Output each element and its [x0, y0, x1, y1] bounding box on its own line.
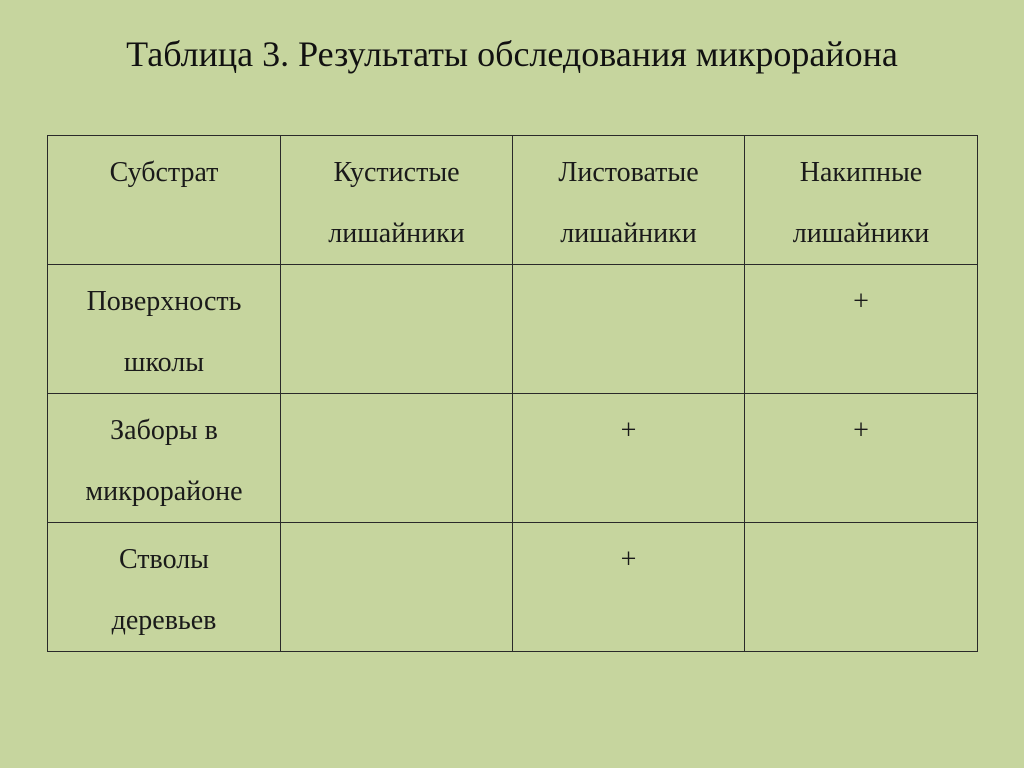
table-row — [48, 265, 978, 394]
row-label-cell: Заборы в микрорайоне — [48, 394, 281, 523]
table-cell — [281, 523, 513, 652]
header-cell-crustose: Накипные лишайники — [745, 136, 978, 265]
table-cell — [281, 265, 513, 394]
row-label-cell: Стволы деревьев — [48, 523, 281, 652]
header-cell-substrate: Субстрат — [48, 136, 281, 265]
table-cell — [281, 394, 513, 523]
row-label-cell: Поверхность школы — [48, 265, 281, 394]
header-cell-foliose: Листоватые лишайники — [513, 136, 745, 265]
table-cell: + — [745, 394, 978, 523]
table-cell: + — [513, 523, 745, 652]
table-row — [48, 394, 978, 523]
header-cell-fruticose: Кустистые лишайники — [281, 136, 513, 265]
table-cell — [513, 265, 745, 394]
table-cell: + — [513, 394, 745, 523]
table-cell — [745, 523, 978, 652]
slide-title: Таблица 3. Результаты обследования микрорайона — [126, 34, 898, 74]
table-row — [48, 523, 978, 652]
results-table — [47, 135, 978, 652]
table-header-row — [48, 136, 978, 265]
table-cell: + — [745, 265, 978, 394]
